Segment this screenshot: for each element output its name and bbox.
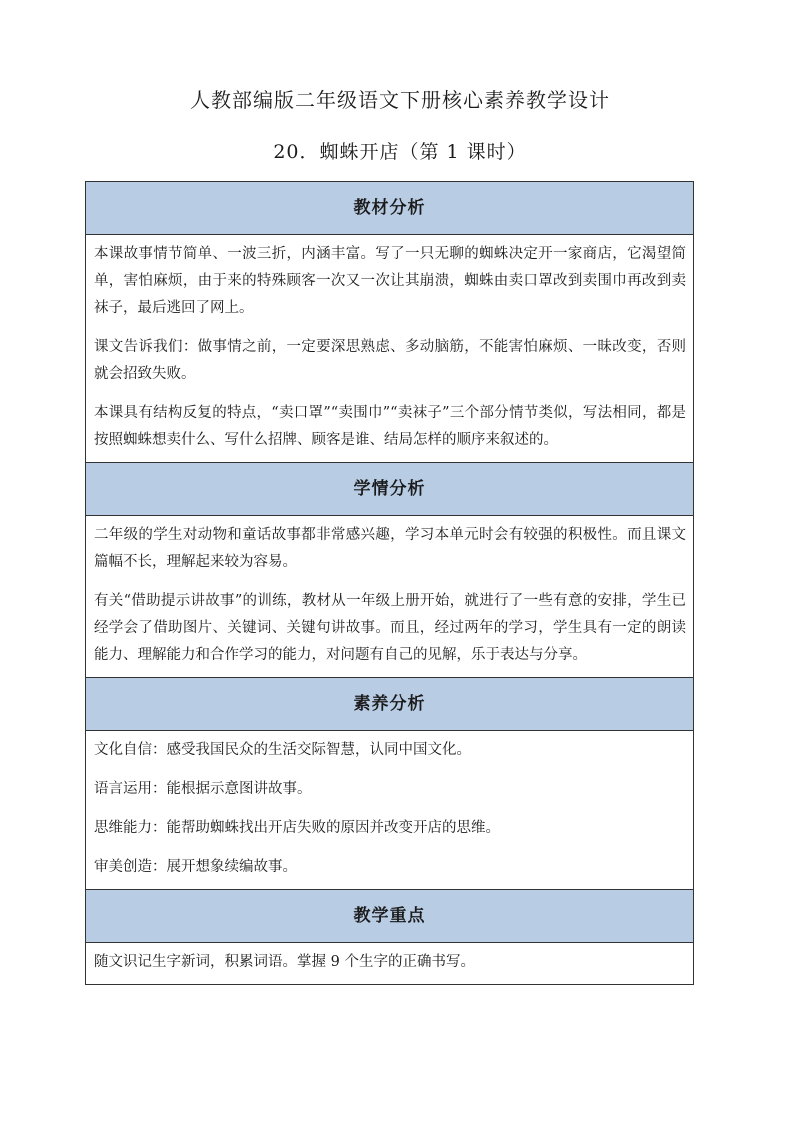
paragraph: 语言运用：能根据示意图讲故事。 (94, 781, 312, 797)
section-header-learner-analysis: 学情分析 (86, 463, 693, 516)
section-header-teaching-focus: 教学重点 (86, 890, 693, 943)
document-title: 人教部编版二年级语文下册核心素养教学设计 (190, 88, 610, 112)
paragraph: 文化自信：感受我国民众的生活交际智慧，认同中国文化。 (94, 742, 471, 758)
paragraph: 思维能力：能帮助蜘蛛找出开店失败的原因并改变开店的思维。 (94, 820, 500, 836)
section-body-textbook-analysis (86, 235, 693, 463)
section-body-teaching-focus (86, 943, 693, 984)
paragraph: 课文告诉我们：做事情之前，一定要深思熟虑、多动脑筋，不能害怕麻烦、一昧改变，否则就会招致失败。 (94, 339, 686, 382)
section-body-literacy-analysis (86, 731, 693, 890)
paragraph: 二年级的学生对动物和童话故事都非常感兴趣，学习本单元时会有较强的积极性。而且课文篇幅不长，理解起来较为容易。 (94, 527, 686, 570)
section-header-literacy-analysis: 素养分析 (86, 678, 693, 731)
section-header-textbook-analysis: 教材分析 (86, 182, 693, 235)
paragraph: 随文识记生字新词，积累词语。掌握 9 个生字的正确书写。 (94, 954, 475, 970)
paragraph: 本课故事情节简单、一波三折，内涵丰富。写了一只无聊的蜘蛛决定开一家商店，它渴望简单，害怕麻烦，由于来的特殊顾客一次又一次让其崩溃，蜘蛛由卖口罩改到卖围巾再改到卖袜子，最后逃回了网上。 (94, 246, 686, 316)
paragraph: 审美创造：展开想象续编故事。 (94, 859, 297, 875)
lesson-title: 20．蜘蛛开店（第 1 课时） (273, 141, 527, 163)
design-table (85, 181, 694, 985)
paragraph: 本课具有结构反复的特点，“卖口罩”“卖围巾”“卖袜子”三个部分情节类似，写法相同，都是按照蜘蛛想卖什么、写什么招牌、顾客是谁、结局怎样的顺序来叙述的。 (94, 405, 686, 448)
section-body-learner-analysis (86, 516, 693, 678)
paragraph: 有关“借助提示讲故事”的训练，教材从一年级上册开始，就进行了一些有意的安排，学生已经学会了借助图片、关键词、关键句讲故事。而且，经过两年的学习，学生具有一定的朗读能力、理解能力和合作学习的能力，对问题有自己的见解，乐于表达与分享。 (94, 593, 686, 663)
